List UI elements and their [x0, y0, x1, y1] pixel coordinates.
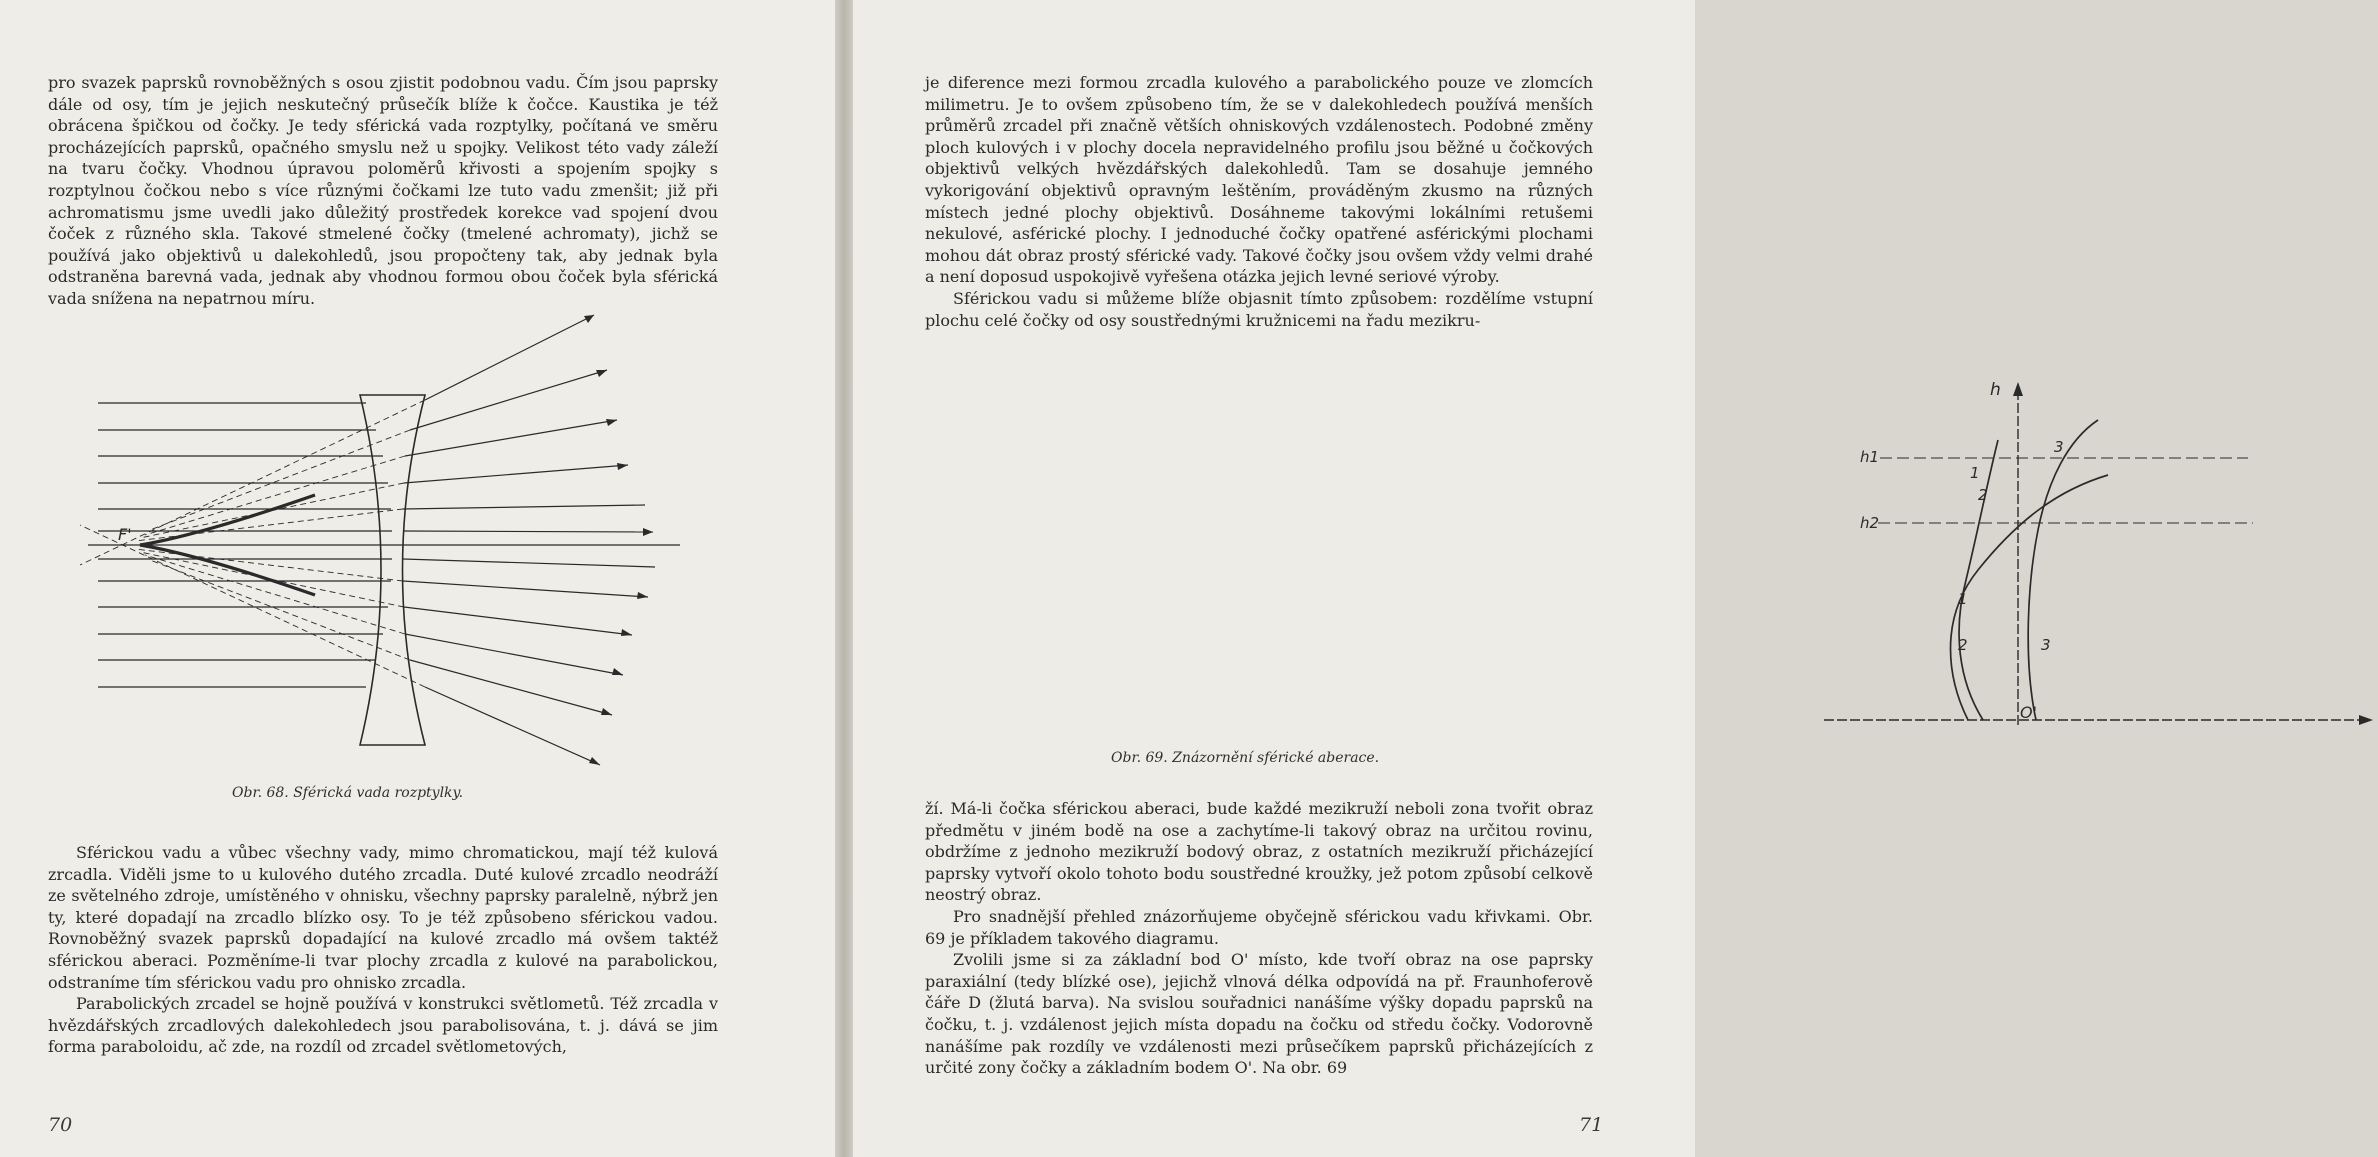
figure-69-caption: Obr. 69. Znázornění sférické aberace. — [1111, 750, 1380, 766]
axis-h-label: h — [1990, 380, 2001, 400]
left-paragraph-2: Sférickou vadu a vůbec všechny vady, mimo chromatickou, mají též kulová zrcadla. Viděli jsme to u kulového dutého zrcadla. Duté kulové zrcadlo neodráží ze světelného zdroje, umístěného v ohnisku, všechny paprsky paralelně, nýbrž jen ty, které dopadají na zrcadlo blízko osy. To je též způsobeno sférickou vadou. Rovnoběžný svazek paprsků dopadající na kulové zrcadlo má ovšem taktéž sférickou aberaci. Pozměníme-li tvar plochy zrcadla z kulové na parabolickou, odstraníme tím sférickou vadu pro ohnisko zrcadla. — [48, 843, 718, 992]
right-paragraph-2: Sférickou vadu si můžeme blíže objasnit tímto způsobem: rozdělíme vstupní plochu celé čočky od osy soustřednými kružnicemi na řadu mezikru- — [925, 288, 1593, 330]
right-page — [853, 0, 2064, 1157]
focal-point-label: F' — [118, 525, 132, 544]
curve-1-label-top: 1 — [1970, 464, 1980, 482]
right-paragraph-5: Zvolili jsme si za základní bod O' místo, kde tvoří obraz na ose paprsky paraxiální (tedy blízké ose), jejichž vlnová délka odpovídá na př. Fraunhoferově čáře D (žlutá barva). Na svislou souřadnici nanášíme výšky dopadu paprsků na čočku, t. j. vzdálenost jejich místa dopadu na čočku od středu čočky. Vodorovně nanášíme pak rozdíly ve vzdálenosti mezi průsečíkem paprsků přicházejících z určité zony čočky a základním bodem O'. Na obr. 69 — [925, 950, 1593, 1078]
right-paragraph-1: je diference mezi formou zrcadla kulového a parabolického pouze ve zlomcích milimetru. Je to ovšem způsobeno tím, že se v dalekohledech používá menších průměrů zrcadel při značně větších ohniskových vzdálenostech. Podobné změny ploch kulových i v plochy docela nepravidelného profilu jsou běžné u čočkových objektivů velkých hvězdářských dalekohledů. Tam se dosahuje jemného vykorigování objektivů opravným leštěním, prováděným zkusmo na různých místech jedné plochy objektivů. Dosáhneme takovými lokálními retušemi nekulové, asférické plochy. I jednoduché čočky opatřené asférickými plochami mohou dát obraz prostý sférické vady. Takové čočky jsou ovšem vždy velmi drahé a není doposud uspokojivě vyřešena otázka jejich levné seriové výroby. — [925, 73, 1593, 287]
left-page — [0, 0, 835, 1157]
curve-2-label-bottom: 2 — [1958, 636, 1968, 654]
book-gutter — [835, 0, 853, 1157]
page-number-right: 71 — [1579, 1114, 1604, 1136]
figure-68-diagram — [80, 335, 680, 785]
figure-69-diagram — [1818, 380, 2378, 750]
right-paragraph-4: Pro snadnější přehled znázorňujeme obyčejně sférickou vadu křivkami. Obr. 69 je příkladem takového diagramu. — [925, 906, 1593, 948]
curve-3-label-bottom: 3 — [2041, 636, 2051, 654]
page-number-left: 70 — [48, 1114, 73, 1136]
right-text-top — [925, 72, 1593, 331]
origin-label: O' — [2020, 703, 2037, 722]
left-paragraph-1: pro svazek paprsků rovnoběžných s osou zjistit podobnou vadu. Čím jsou paprsky dále od osy, tím je jejich neskutečný průsečík blíže k čočce. Kaustika je též obrácena špičkou od čočky. Je tedy sférická vada rozptylky, počítaná ve směru procházejících paprsků, opačného smyslu než u spojky. Velikost této vady záleží na tvaru čočky. Vhodnou úpravou poloměrů křivosti a spojením spojky s rozptylnou čočkou nebo s více různými čočkami lze tuto vadu zmenšit; již při achromatismu jsme uvedli jako důležitý prostředek korekce vad spojení dvou čoček z různého skla. Takové stmelené čočky (tmelené achromaty), jichž se používá jako objektivů u dalekohledů, jsou propočteny tak, aby jednak byla odstraněna barevná vada, jednak aby vhodnou formou obou čoček byla sférická vada snížena na nepatrnou míru. — [48, 73, 718, 308]
figure-68-caption: Obr. 68. Sférická vada rozptylky. — [232, 785, 464, 801]
right-text-bottom — [925, 798, 1593, 1079]
left-text-top — [48, 72, 718, 310]
zone-h1-label: h1 — [1860, 448, 1880, 466]
curve-1-label-bottom: 1 — [1958, 590, 1968, 608]
curve-2-label-top: 2 — [1978, 486, 1988, 504]
left-text-bottom — [48, 842, 718, 1058]
left-paragraph-3: Parabolických zrcadel se hojně používá v konstrukci světlometů. Též zrcadla v hvězdářských zrcadlových dalekohledech jsou parabolisována, t. j. dává se jim forma paraboloidu, ač zde, na rozdíl od zrcadel světlometových, — [48, 994, 718, 1057]
curve-3-label-top: 3 — [2054, 438, 2064, 456]
zone-h2-label: h2 — [1860, 514, 1880, 532]
right-paragraph-3: ží. Má-li čočka sférickou aberaci, bude každé mezikruží neboli zona tvořit obraz předmětu v jiném bodě na ose a zachytíme-li takový obraz na určitou rovinu, obdržíme z jednoho mezikruží bodový obraz, z ostatních mezikruží přicházející paprsky vytvoří okolo tohoto bodu soustředné kroužky, jež potom způsobí celkově neostrý obraz. — [925, 799, 1593, 905]
